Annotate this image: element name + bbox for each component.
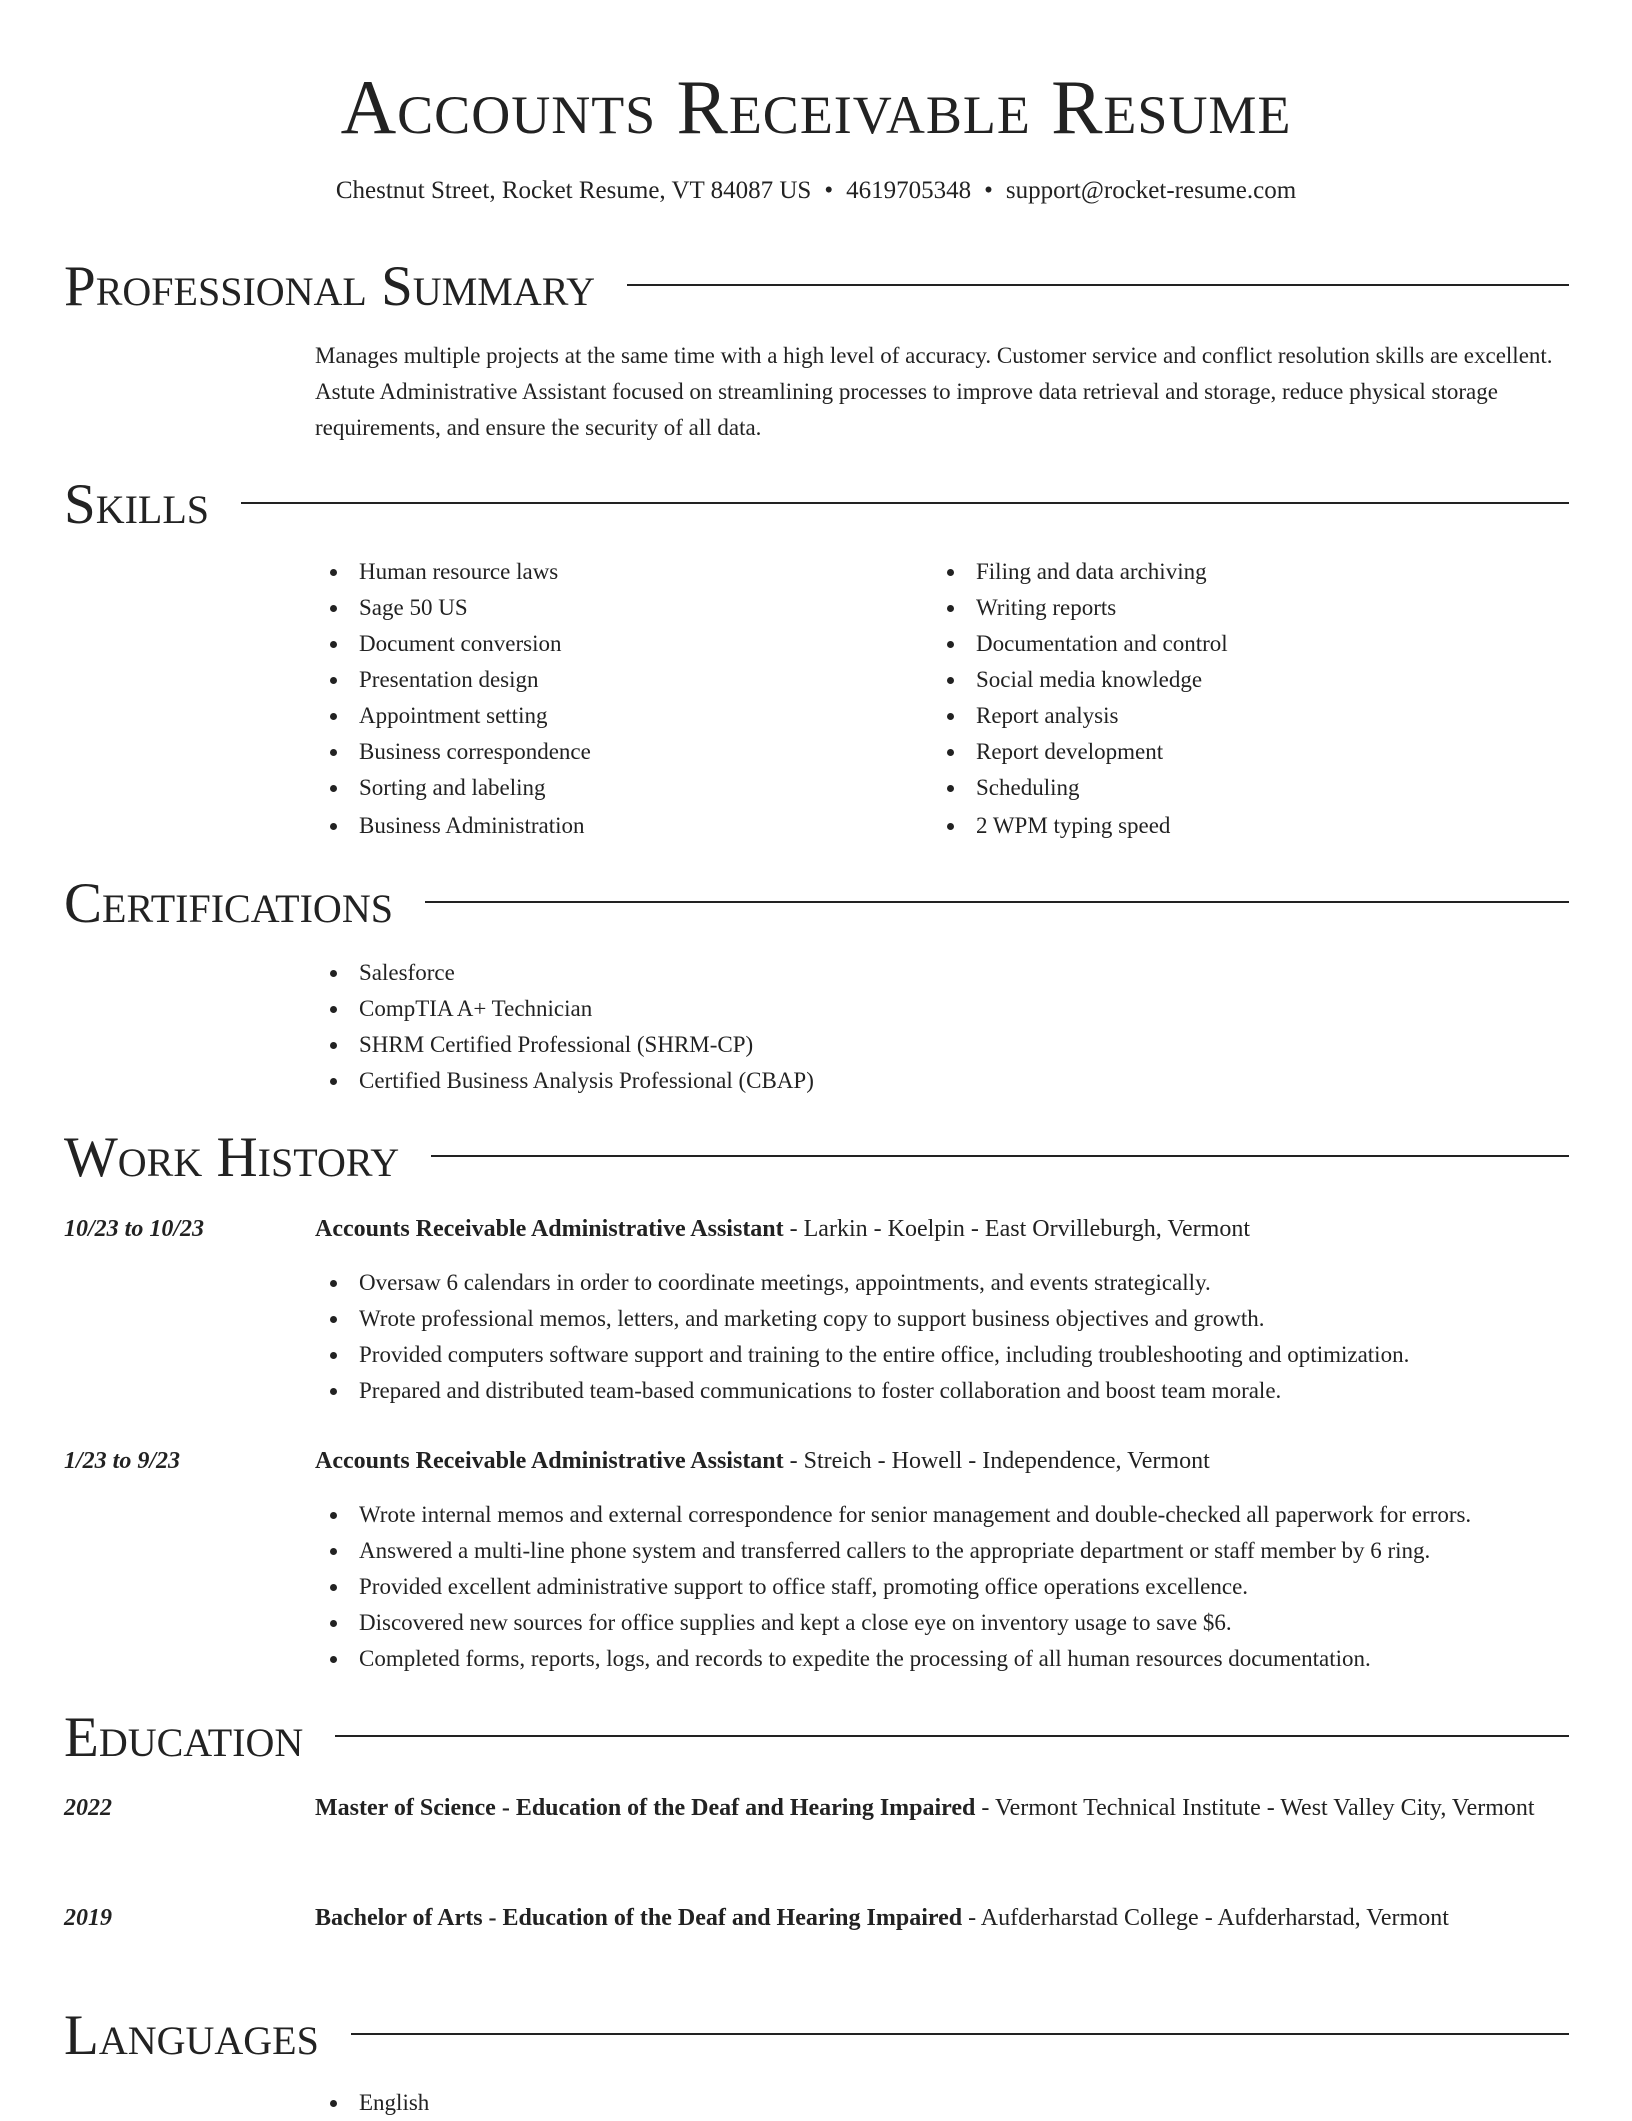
section-header-languages: [64, 2003, 1569, 2069]
education-entry: [315, 1788, 1575, 1828]
skill-item: 2 WPM typing speed: [932, 808, 1228, 844]
certification-item: CompTIA A+ Technician: [315, 991, 814, 1027]
section-divider: [627, 284, 1569, 286]
education-school: - Aufderharstad College - Aufderharstad, Vermont: [962, 1905, 1449, 1931]
language-item: English: [315, 2085, 429, 2121]
education-degree: Master of Science - Education of the Deaf and Hearing Impaired: [315, 1795, 976, 1821]
education-entry: [315, 1898, 1575, 1938]
section-title-summary: Professional Summary: [64, 255, 596, 318]
skill-item: Presentation design: [315, 662, 591, 698]
skill-item: Sorting and labeling: [315, 770, 591, 806]
certifications-block: [315, 955, 814, 1099]
job-duties-list: [315, 1497, 1471, 1677]
section-divider: [431, 1155, 1569, 1157]
job-duty-item: Discovered new sources for office supplies and kept a close eye on inventory usage to save $6.: [315, 1605, 1471, 1641]
job-duty-item: Wrote internal memos and external correspondence for senior management and double-checked all paperwork for errors.: [315, 1497, 1471, 1533]
skill-item: Social media knowledge: [932, 662, 1228, 698]
job-employer: - Streich - Howell - Independence, Vermont: [783, 1448, 1210, 1474]
skill-item: Writing reports: [932, 590, 1228, 626]
job-duties-list: [315, 1265, 1409, 1409]
skill-item: Documentation and control: [932, 626, 1228, 662]
skills-list-right: [932, 554, 1228, 844]
section-header-summary: [64, 254, 1569, 320]
education-school: - Vermont Technical Institute - West Valley City, Vermont: [975, 1795, 1535, 1821]
resume-title: Accounts Receivable Resume: [340, 64, 1292, 150]
education-degree: Bachelor of Arts - Education of the Deaf and Hearing Impaired: [315, 1905, 963, 1931]
section-header-skills: [64, 472, 1569, 538]
job-duty-item: Prepared and distributed team-based communications to foster collaboration and boost team morale.: [315, 1373, 1409, 1409]
job-duty-item: Provided excellent administrative support to office staff, promoting office operations excellence.: [315, 1569, 1471, 1605]
skill-item: Business correspondence: [315, 734, 591, 770]
skills-column-left: [315, 554, 591, 844]
section-divider: [425, 901, 1569, 903]
skill-item: Scheduling: [932, 770, 1228, 806]
certification-item: Salesforce: [315, 955, 814, 991]
skill-item: Business Administration: [315, 808, 591, 844]
job-dates: 10/23 to 10/23: [64, 1216, 205, 1242]
section-title-skills: Skills: [64, 473, 210, 536]
certification-item: SHRM Certified Professional (SHRM-CP): [315, 1027, 814, 1063]
job-duty-item: Answered a multi-line phone system and transferred callers to the appropriate department or staff member by 6 ring.: [315, 1533, 1471, 1569]
job-heading: [315, 1209, 1575, 1249]
job-duty-item: Wrote professional memos, letters, and marketing copy to support business objectives and growth.: [315, 1301, 1409, 1337]
skill-item: Sage 50 US: [315, 590, 591, 626]
section-title-work-history: Work History: [64, 1126, 400, 1189]
skills-column-right: [932, 554, 1228, 844]
job-duties-block: [315, 1265, 1409, 1409]
certifications-list: [315, 955, 814, 1099]
skill-item: Report development: [932, 734, 1228, 770]
contact-separator: •: [984, 177, 993, 204]
languages-block: [315, 2085, 429, 2121]
section-divider: [241, 502, 1569, 504]
skills-list-left: [315, 554, 591, 844]
certification-item: Certified Business Analysis Professional (CBAP): [315, 1063, 814, 1099]
skill-item: Human resource laws: [315, 554, 591, 590]
job-title: Accounts Receivable Administrative Assistant: [315, 1448, 784, 1474]
contact-line: [0, 175, 1632, 207]
education-year: 2022: [64, 1795, 112, 1821]
section-title-certifications: Certifications: [64, 872, 393, 935]
job-title: Accounts Receivable Administrative Assistant: [315, 1216, 784, 1242]
skill-item: Appointment setting: [315, 698, 591, 734]
contact-address: Chestnut Street, Rocket Resume, VT 84087 US: [335, 177, 812, 204]
section-title-education: Education: [64, 1706, 304, 1769]
job-employer: - Larkin - Koelpin - East Orvilleburgh, Vermont: [783, 1216, 1251, 1242]
section-header-education: [64, 1705, 1569, 1771]
skill-item: Filing and data archiving: [932, 554, 1228, 590]
contact-separator: •: [824, 177, 834, 204]
skill-item: Document conversion: [315, 626, 591, 662]
skill-item: Report analysis: [932, 698, 1228, 734]
contact-email: support@rocket-resume.com: [1005, 177, 1297, 204]
section-divider: [335, 1735, 1569, 1737]
job-duty-item: Provided computers software support and training to the entire office, including troubleshooting and optimization.: [315, 1337, 1409, 1373]
job-heading: [315, 1441, 1575, 1481]
contact-phone: 4619705348: [846, 177, 972, 204]
education-year: 2019: [64, 1905, 112, 1931]
job-duty-item: Completed forms, reports, logs, and records to expedite the processing of all human resources documentation.: [315, 1641, 1471, 1677]
languages-list: [315, 2085, 429, 2121]
section-header-work-history: [64, 1125, 1569, 1191]
section-header-certifications: [64, 871, 1569, 937]
job-dates: 1/23 to 9/23: [64, 1448, 181, 1474]
job-duties-block: [315, 1497, 1471, 1677]
section-title-languages: Languages: [64, 2004, 319, 2067]
section-divider: [351, 2033, 1569, 2035]
summary-text: Manages multiple projects at the same time with a high level of accuracy. Customer service and conflict resolution skills are excellent. Astute Administrative Assistant focused on streamlining processes to improve data retrieval and storage, reduce physical storage requirements, and ensure the security of all data.: [315, 343, 1553, 440]
job-duty-item: Oversaw 6 calendars in order to coordinate meetings, appointments, and events strategically.: [315, 1265, 1409, 1301]
